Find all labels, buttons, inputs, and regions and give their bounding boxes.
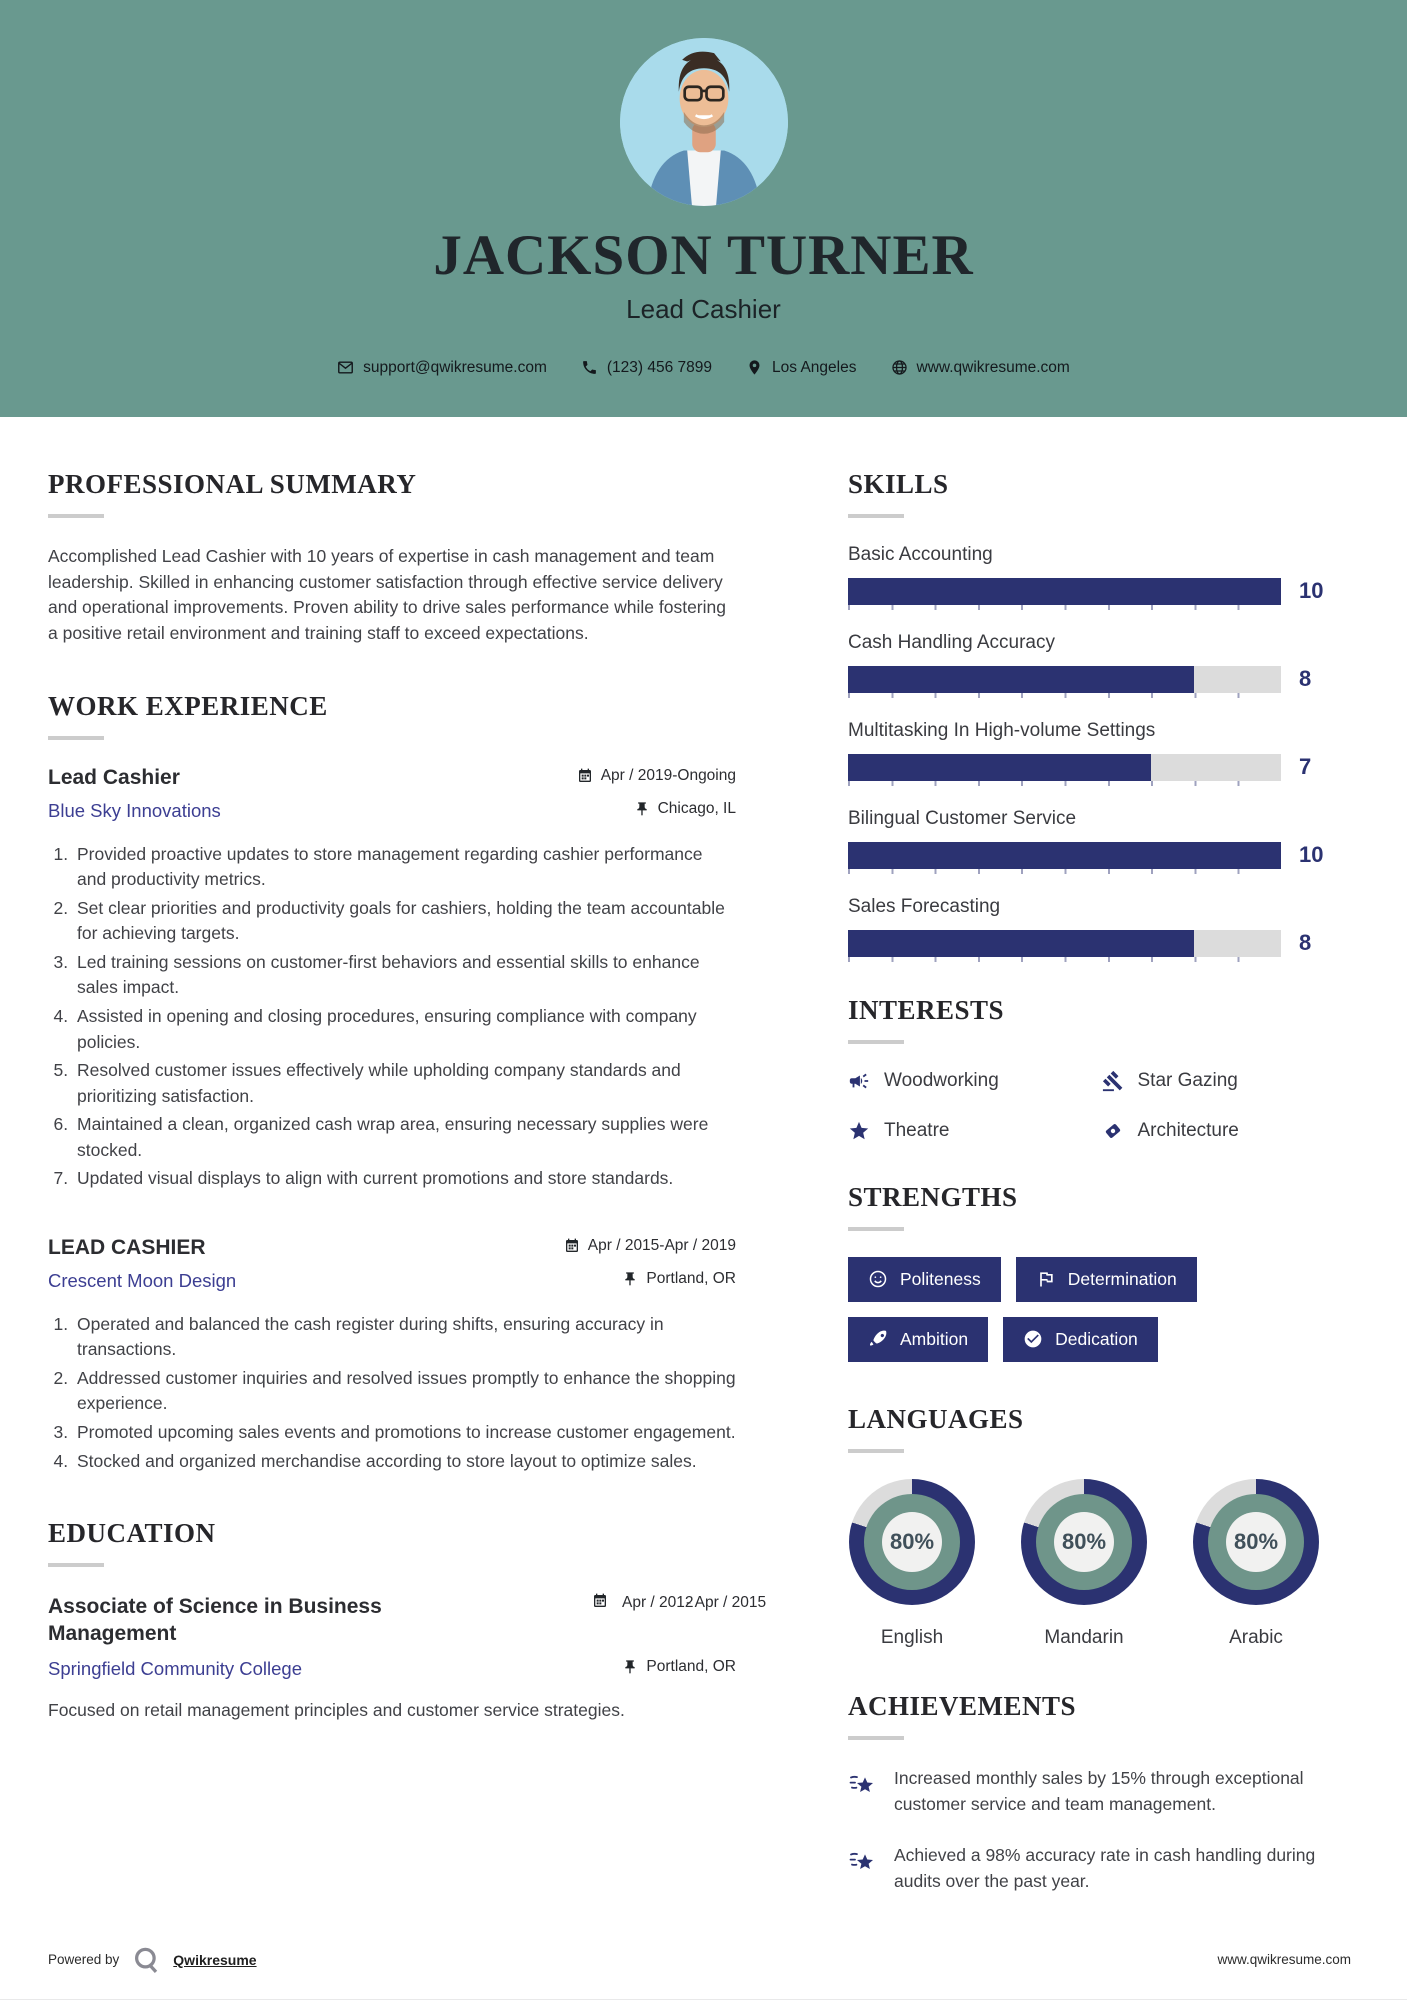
section-heading: STRENGTHS [848,1181,1018,1212]
skill-rating-value: 7 [1299,754,1312,780]
interests-list [848,1070,1335,1142]
interest-item [848,1070,1082,1092]
skill-rating-value: 8 [1299,930,1312,956]
skill-label: Cash Handling Accuracy [848,631,1055,653]
skill-bar-track [848,842,1281,869]
degree-title: Associate of Science in Business Management [48,1595,382,1646]
right-column [848,469,1335,1939]
job-bullet: 3. Promoted upcoming sales events and promotions to increase customer engagement. [73,1420,736,1446]
profile-photo [620,38,788,206]
star-icon [848,1120,870,1142]
footer-website-link[interactable]: www.qwikresume.com [1217,1952,1351,1968]
strength-pill [1016,1257,1197,1302]
language-progress-ring [1193,1479,1319,1605]
languages-list [848,1479,1335,1649]
contact-website[interactable] [891,359,1070,377]
job-location-text: Portland, OR [646,1269,736,1287]
resume-header [0,0,1407,417]
globe-icon [891,359,908,376]
language-percent: 80% [1061,1528,1107,1554]
map-pin-icon [746,359,763,376]
skill-item [848,896,1335,957]
gavel-icon [1102,1070,1124,1092]
job-dates [577,767,736,785]
contact-phone-text: (123) 456 7899 [606,358,713,376]
skill-bar-track [848,578,1281,605]
contact-location [746,359,856,377]
job-title-subtitle: Lead Cashier [626,293,781,324]
skill-bar-track [848,666,1281,693]
interest-item [1102,1120,1336,1142]
skill-label: Bilingual Customer Service [848,807,1077,829]
job-entry [48,766,736,1192]
content-area [0,417,1407,1939]
strength-label: Ambition [900,1328,969,1349]
job-bullet: 5. Resolved customer issues effectively while upholding company standards and prioritizing satisfaction. [73,1058,736,1109]
section-achievements [848,1691,1335,1895]
language-name: Arabic [1229,1626,1283,1648]
section-heading: EDUCATION [48,1518,216,1549]
contact-phone [581,359,712,377]
skill-bar-fill [848,754,1151,781]
language-percent: 80% [889,1528,935,1554]
job-bullet: 4. Assisted in opening and closing procedures, ensuring compliance with company policies. [73,1004,736,1055]
pushpin-icon [622,1659,638,1675]
education-dates [592,1593,767,1614]
flag-icon [1036,1269,1056,1289]
portrait-illustration [620,38,788,206]
interest-label: Architecture [1137,1119,1239,1141]
company-name[interactable]: Blue Sky Innovations [48,799,221,821]
job-dates-text: Apr / 2019-Ongoing [600,766,736,784]
language-progress-ring [1021,1479,1147,1605]
pushpin-icon [634,801,650,817]
section-heading: PROFESSIONAL SUMMARY [48,468,417,499]
interest-label: Woodworking [884,1069,999,1091]
skill-bar-fill [848,666,1194,693]
skill-item [848,720,1335,781]
language-percent: 80% [1233,1528,1279,1554]
job-bullet: 4. Stocked and organized merchandise according to store layout to optimize sales. [73,1449,736,1475]
job-location-text: Chicago, IL [657,799,736,817]
skill-label: Multitasking In High-volume Settings [848,719,1156,741]
job-dates-text: Apr / 2015-Apr / 2019 [587,1236,736,1254]
achievements-list [848,1766,1335,1895]
heading-rule [848,514,904,518]
heading-rule [848,1227,904,1231]
left-column [48,468,767,1939]
language-progress-ring [849,1479,975,1605]
section-education [48,1518,767,1723]
section-languages [848,1404,1335,1649]
megaphone-icon [848,1070,870,1092]
job-title: Lead Cashier [48,765,180,789]
jobs-list [48,766,736,1474]
skill-bar-ticks [848,693,1281,698]
language-item [1020,1479,1148,1649]
skill-bar-fill [848,842,1281,869]
heading-rule [48,1563,104,1567]
heading-rule [848,1736,904,1740]
job-bullet: 2. Set clear priorities and productivity goals for cashiers, holding the team accountable for achieving targets. [73,896,736,947]
check-circle-icon [1023,1329,1043,1349]
achievement-item [848,1843,1335,1894]
strength-pill [848,1257,1001,1302]
strength-label: Determination [1067,1268,1177,1289]
section-strengths [848,1182,1335,1362]
job-bullet: 6. Maintained a clean, organized cash wrap area, ensuring necessary supplies were stocked. [73,1112,736,1163]
job-bullet: 7. Updated visual displays to align with current promotions and store standards. [73,1166,736,1192]
section-professional-summary [48,469,736,647]
strength-pill [1003,1317,1158,1362]
calendar-icon [564,1238,580,1254]
heading-rule [48,736,104,740]
contact-location-text: Los Angeles [772,358,857,376]
job-dates [564,1237,736,1255]
stamp-icon [1102,1120,1124,1142]
job-bullets [48,1312,736,1474]
skill-rating-value: 10 [1299,842,1324,868]
skill-rating-value: 8 [1299,666,1312,692]
skill-bar-fill [848,578,1281,605]
interest-label: Theatre [884,1119,950,1141]
job-bullet: 3. Led training sessions on customer-first behaviors and essential skills to enhance sales impact. [73,950,736,1001]
strength-pill [848,1317,988,1362]
page-title: JACKSON TURNER [433,224,974,287]
strength-label: Politeness [900,1268,981,1289]
job-location [622,1270,736,1288]
skill-bar-ticks [848,605,1281,610]
section-interests [848,995,1335,1142]
interest-label: Star Gazing [1137,1069,1238,1091]
strength-label: Dedication [1055,1328,1138,1349]
contact-email[interactable] [337,359,547,377]
achievement-item [848,1766,1335,1817]
interest-item [848,1120,1082,1142]
heading-rule [848,1449,904,1453]
job-entry [48,1236,736,1474]
language-item [848,1479,976,1649]
skill-bar-ticks [848,781,1281,786]
section-heading: LANGUAGES [848,1403,1024,1434]
section-heading: INTERESTS [848,994,1005,1025]
section-heading: SKILLS [848,468,949,499]
powered-by-label: Powered by [48,1952,120,1968]
rocket-icon [868,1329,888,1349]
skill-bar-track [848,754,1281,781]
section-heading: WORK EXPERIENCE [48,690,328,721]
job-bullet: 2. Addressed customer inquiries and resolved issues promptly to enhance the shopping experience. [73,1366,736,1417]
strengths-list [848,1257,1335,1362]
skill-item [848,544,1335,605]
skill-item [848,808,1335,869]
skill-bar-ticks [848,957,1281,962]
interest-item [1102,1070,1336,1092]
language-name: Mandarin [1044,1626,1124,1648]
language-item [1192,1479,1320,1649]
skill-label: Basic Accounting [848,543,993,565]
job-bullet: 1. Provided proactive updates to store management regarding cashier performance and productivity metrics. [73,842,736,893]
achievement-text: Achieved a 98% accuracy rate in cash handling during audits over the past year. [894,1845,1316,1891]
skill-item [848,632,1335,693]
skill-bar-ticks [848,869,1281,874]
skill-label: Sales Forecasting [848,895,1001,917]
qwikresume-link[interactable]: Qwikresume [173,1951,257,1968]
school-name[interactable]: Springfield Community College [48,1657,302,1679]
qwikresume-logo-icon [131,1945,161,1975]
pushpin-icon [622,1271,638,1287]
company-name[interactable]: Crescent Moon Design [48,1269,237,1291]
skill-bar-track [848,930,1281,957]
education-date-start: Apr / 2012 [622,1594,694,1612]
summary-text: Accomplished Lead Cashier with 10 years of expertise in cash management and team leadership. Skilled in enhancing customer satisfaction through effective service delivery and operational improvements. Proven ability to drive sales performance while fostering a positive retail environment and training staff to exceed expectations. [48,545,726,643]
education-description: Focused on retail management principles and customer service strategies. [48,1699,625,1720]
achievement-text: Increased monthly sales by 15% through exceptional customer service and team management. [894,1767,1304,1814]
shooting-star-icon [848,1768,878,1798]
language-name: English [880,1626,944,1648]
heading-rule [48,514,104,518]
heading-rule [848,1040,904,1044]
skill-rating-value: 10 [1299,578,1324,604]
contact-row [337,359,1070,377]
education-location-text: Portland, OR [646,1657,736,1675]
phone-icon [581,359,598,376]
education-location [622,1658,736,1676]
job-bullets [48,842,736,1192]
job-bullet: 1. Operated and balanced the cash register during shifts, ensuring accuracy in transactions. [73,1312,736,1363]
education-date-end: - Apr / 2015 [686,1594,767,1612]
job-location [634,800,736,818]
job-title: LEAD CASHIER [48,1235,206,1259]
contact-email-text: support@qwikresume.com [363,358,547,376]
smiley-icon [868,1269,888,1289]
skills-list [848,544,1335,957]
section-skills [848,469,1335,957]
calendar-icon [592,1593,608,1609]
contact-website-text: www.qwikresume.com [916,358,1070,376]
envelope-icon [337,359,354,376]
section-heading: ACHIEVEMENTS [848,1690,1077,1721]
calendar-icon [577,768,593,784]
powered-by-block [48,1945,257,1975]
shooting-star-icon [848,1845,878,1875]
section-work-experience [48,691,736,1474]
skill-bar-fill [848,930,1194,957]
